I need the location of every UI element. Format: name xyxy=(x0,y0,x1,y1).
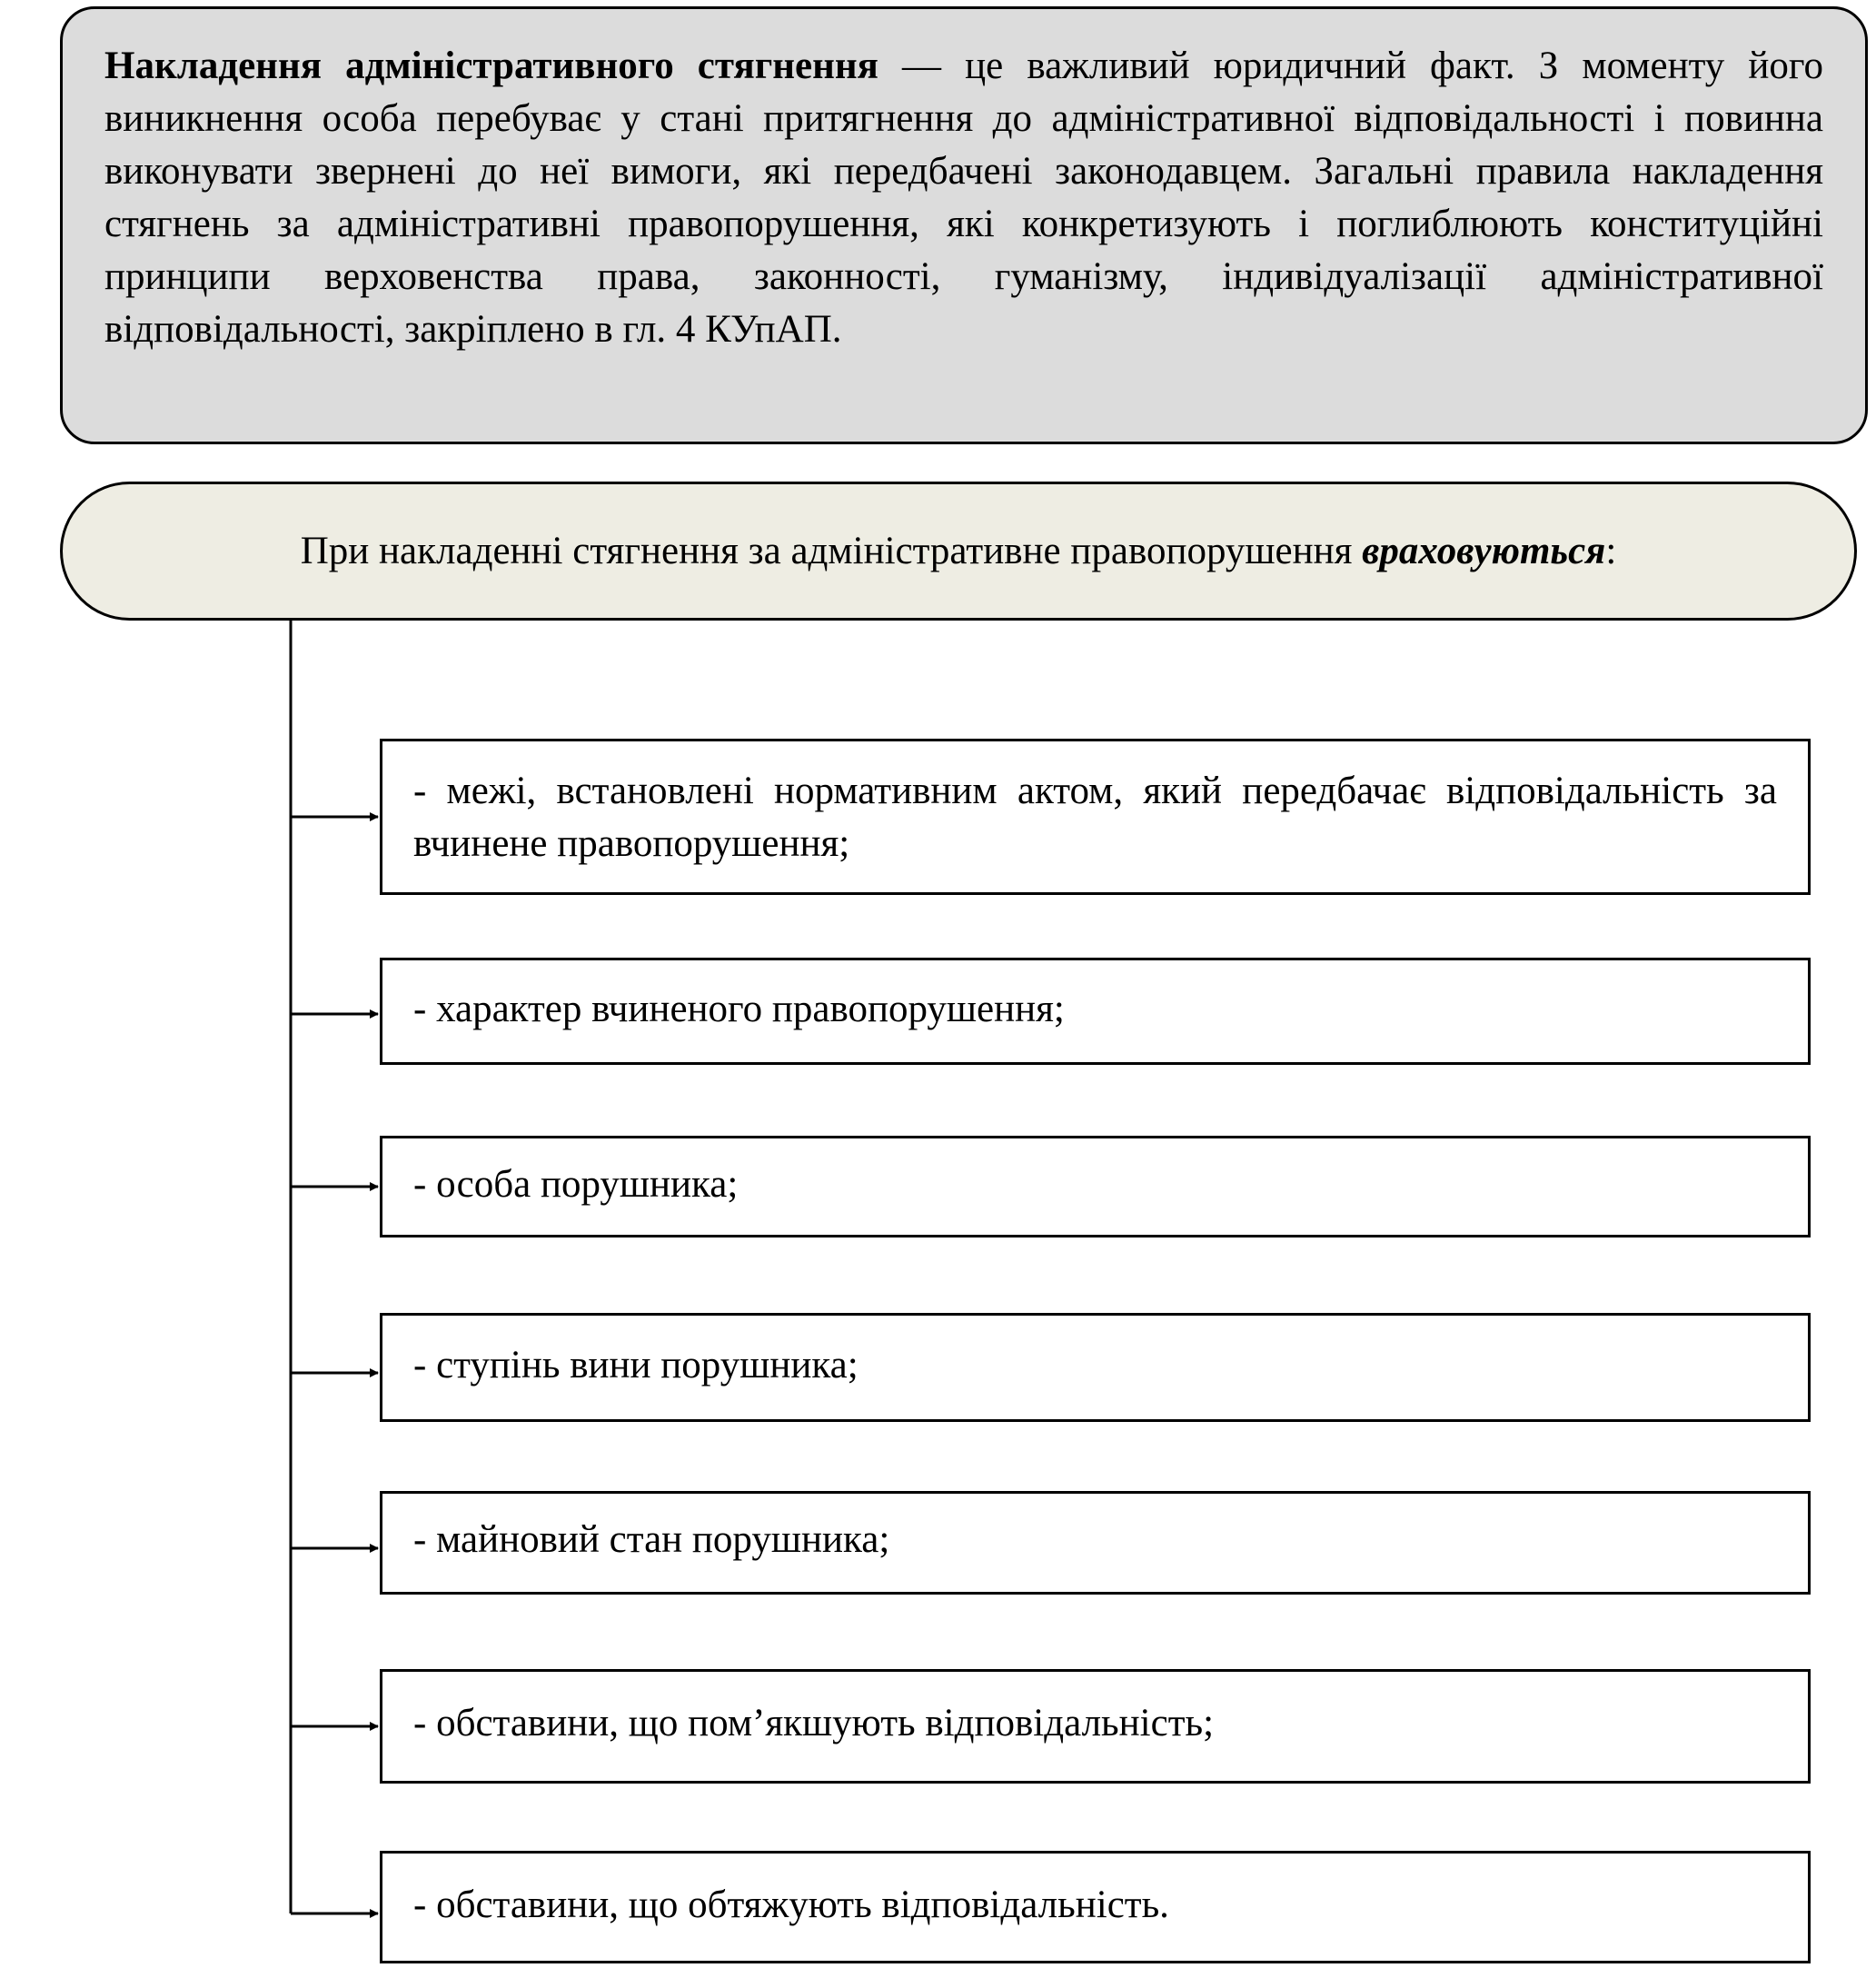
factor-item-3-text: - особа порушника; xyxy=(413,1163,739,1206)
factor-item-7 xyxy=(380,1851,1811,1963)
factor-item-4 xyxy=(380,1313,1811,1422)
definition-body: — це важливий юридичний факт. З моменту його виникнення особа перебуває у стані притягнення до адміністративної відповідальності і повинна виконувати звернені до неї вимоги, які передбачені законодавцем. Загальні правила накладення стягнень за адміністративні правопорушення, які конкретизують і поглиблюють конституційні принципи верховенства права, законності, гуманізму, індивідуалізації адміністративної відповідальності, закріплено в гл. 4 КУпАП. xyxy=(104,45,1823,351)
factor-item-6 xyxy=(380,1669,1811,1784)
header-emphasis: враховуються xyxy=(1362,530,1606,572)
factor-item-4-text: - ступінь вини порушника; xyxy=(413,1344,859,1387)
factor-item-3 xyxy=(380,1136,1811,1237)
factor-item-7-text: - обставини, що обтяжують відповідальність. xyxy=(413,1884,1169,1926)
factor-item-1-text: - межі, встановлені нормативним актом, який передбачає відповідальність за вчинене правопорушення; xyxy=(413,770,1777,865)
factor-item-6-text: - обставини, що пом’якшують відповідальність; xyxy=(413,1702,1215,1744)
header-text-after: : xyxy=(1605,530,1617,572)
factor-item-5-text: - майновий стан порушника; xyxy=(413,1518,890,1561)
factor-item-1 xyxy=(380,739,1811,895)
definition-term: Накладення адміністративного стягнення xyxy=(104,45,878,87)
header-text-before: При накладенні стягнення за адміністративне правопорушення xyxy=(300,530,1363,572)
factor-item-2-text: - характер вчиненого правопорушення; xyxy=(413,988,1065,1030)
factor-item-2 xyxy=(380,958,1811,1065)
factor-item-5 xyxy=(380,1491,1811,1595)
